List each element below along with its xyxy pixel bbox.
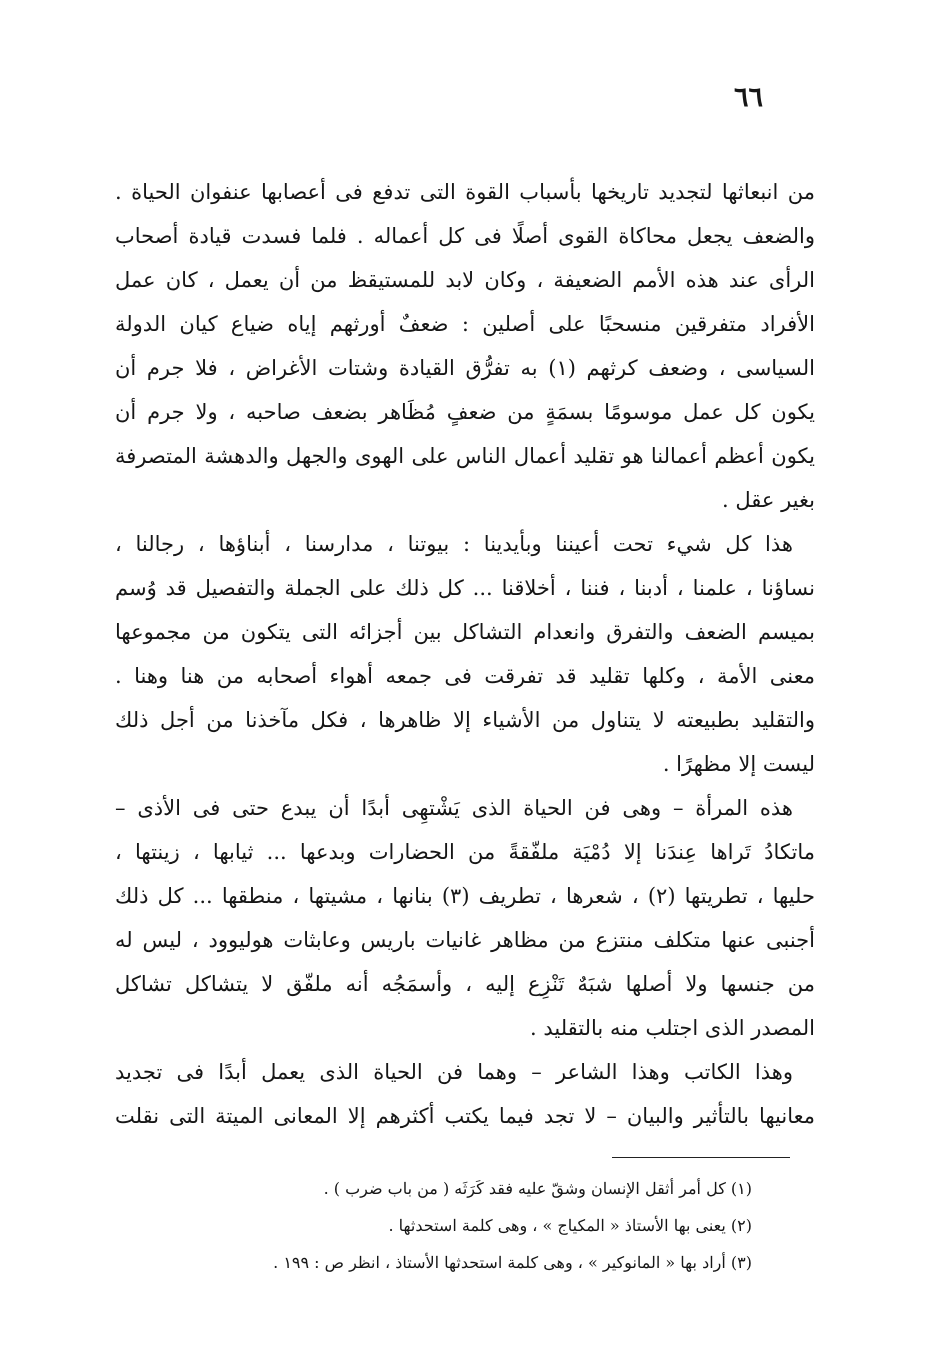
paragraph-1 xyxy=(115,170,815,522)
text-line: بغير عقل . xyxy=(722,488,815,512)
footnote-3: (٣) أراد بها « المانوكير » ، وهى كلمة استحدثها الأستاذ ، انظر ص : ١٩٩ . xyxy=(273,1253,752,1272)
footnote-divider xyxy=(612,1157,790,1158)
text-line: من انبعاثها لتجديد تاريخها بأسباب القوة التى تدفع فى أعصابها عنفوان الحياة . xyxy=(115,180,815,204)
text-line: الأفراد متفرقين منسحبًا على أصلين : ضعفٌ أورثهم إياه ضياع كيان الدولة xyxy=(115,312,815,336)
footnote-2: (٢) يعنى بها الأستاذ « المكياج » ، وهى كلمة استحدثها . xyxy=(388,1216,752,1235)
text-line: ليست إلا مظهرًا . xyxy=(662,752,815,776)
text-line: يكون أعظم أعمالنا هو تقليد أعمال الناس على الهوى والجهل والدهشة المتصرفة xyxy=(115,444,815,468)
text-line: هذه المرأة – وهى فن الحياة الذى يَشْتهِى أبدًا أن يبدع حتى فى الأذى – xyxy=(115,796,793,820)
text-line: ماتكادُ تَراها عِندَنا إلا دُمْيَة ملفّقةً من الحضارات وبدعها ... ثيابها ، زينتها ، xyxy=(115,840,815,864)
text-line: الرأى عند هذه الأمم الضعيفة ، وكان لابد للمستيقظ من أن يعمل ، كان عمل xyxy=(115,268,815,292)
text-line: من جنسها ولا أصلها شبَهٌ تَنْزِع إليه ، وأسمَجُه أنه ملفّق لا يتشاكل تشاكل xyxy=(115,972,815,996)
text-line: حليها ، تطريتها (٢) ، شعرها ، تطريف (٣) بنانها ، مشيتها ، منطقها ... كل ذلك xyxy=(115,884,815,908)
text-line: وهذا الكاتب وهذا الشاعر – وهما فن الحياة الذى يعمل أبدًا فى تجديد xyxy=(115,1060,793,1084)
paragraph-3 xyxy=(115,786,815,1050)
footnote-1: (١) كل أمر أثقل الإنسان وشقّ عليه فقد كَرَثَه ( من باب ضرب ) . xyxy=(323,1179,752,1198)
text-line: نساؤنا ، علمنا ، أدبنا ، فننا ، أخلاقنا ... كل ذلك على الجملة والتفصيل قد وُسم xyxy=(115,576,815,600)
text-line: والتقليد بطبيعته لا يتناول من الأشياء إلا ظاهرها ، فكل مآخذنا من أجل ذلك xyxy=(115,708,815,732)
footnotes xyxy=(152,1170,752,1281)
text-line: المصدر الذى اجتلب منه بالتقليد . xyxy=(530,1016,815,1040)
paragraph-4 xyxy=(115,1050,815,1138)
text-line: هذا كل شيء تحت أعيننا وبأيدينا : بيوتنا ، مدارسنا ، أبناؤها ، رجالنا ، xyxy=(115,532,793,556)
text-line: معانيها بالتأثير والبيان – لا تجد فيما يكتب أكثرهم إلا المعانى الميتة التى نقلت xyxy=(115,1104,815,1128)
text-line: السياسى ، وضعف كرثهم (١) به تفرُّق القيادة وشتات الأغراض ، فلا جرم أن xyxy=(115,356,815,380)
body-text xyxy=(115,170,815,1138)
text-line: معنى الأمة ، وكلها تقليد قد تفرقت فى جمعه أهواء أصحابه من هنا وهنا . xyxy=(115,664,815,688)
text-line: يكون كل عمل موسومًا بسمَةٍ من ضعفٍ مُظَاهر بضعف صاحبه ، ولا جرم أن xyxy=(115,400,815,424)
paragraph-2 xyxy=(115,522,815,786)
text-line: والضعف يجعل محاكاة القوى أصلًا فى كل أعماله . فلما فسدت قيادة أصحاب xyxy=(115,224,815,248)
text-line: بميسم الضعف والتفرق وانعدام التشاكل بين أجزائه التى يتكون من مجموعها xyxy=(115,620,815,644)
page-number: ٦٦ xyxy=(733,82,763,113)
text-line: أجنبى عنها متكلف منتزع من مظاهر غانيات باريس وعابثات هوليوود ، ليس له xyxy=(115,928,815,952)
